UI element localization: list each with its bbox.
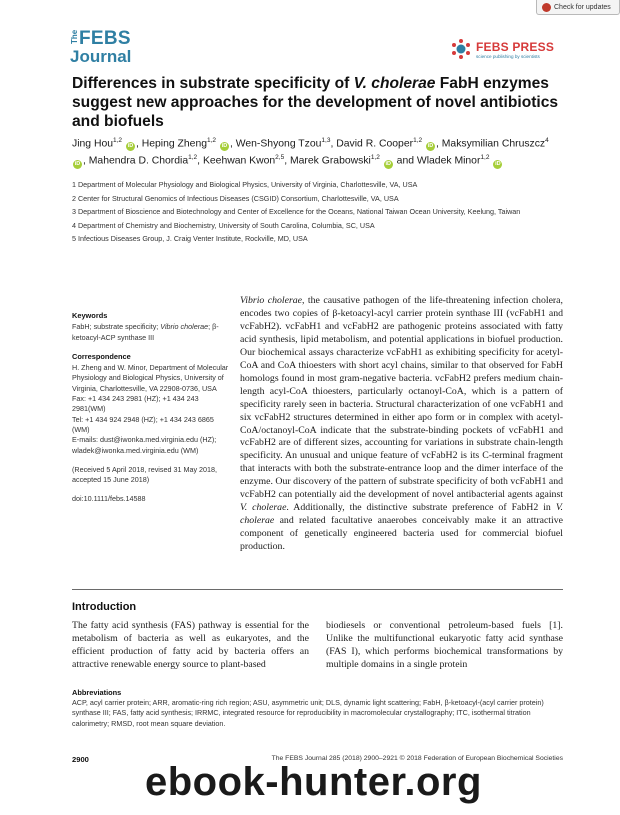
introduction-heading: Introduction — [72, 601, 137, 613]
check-for-updates-button[interactable] — [536, 0, 620, 15]
crossmark-icon — [542, 3, 551, 12]
author-affiliation-marker: 1,2 — [207, 137, 217, 144]
orcid-icon[interactable]: iD — [221, 143, 228, 150]
author-name: Wen-Shyong Tzou — [235, 138, 322, 150]
abstract-text: . Additionally, the distinctive substrate preference of FabH2 in — [286, 502, 556, 514]
correspondence-block — [72, 352, 232, 456]
keywords-block — [72, 311, 232, 343]
correspondence-fax: Fax: +1 434 243 2981 (HZ); +1 434 243 2981(WM) — [72, 394, 199, 414]
author-affiliation-marker: 1,2 — [413, 137, 423, 144]
logo-journal: Journal — [70, 47, 132, 66]
watermark-text: ebook-hunter.org — [145, 760, 482, 804]
abstract-italic-term: Vibrio cholerae — [240, 295, 303, 306]
author-name: Heping Zheng — [141, 138, 208, 150]
article-sidebar — [72, 311, 232, 514]
introduction-column-1: The fatty acid synthesis (FAS) pathway is essential for the metabolism of bacteria as well as eukaryotes, and the efficient production of fatty acid by bacteria offers an attractive renewable energy source to plant-based — [72, 620, 309, 670]
affiliation-item: 2 Center for Structural Genomics of Infectious Diseases (CSGID) Consortium, Charlottesville, VA, USA — [72, 193, 399, 203]
page-number: 2900 — [72, 755, 89, 764]
logo-the: The — [70, 29, 79, 44]
abstract-italic-term: V. cholerae — [240, 502, 287, 514]
author-name: Marek Grabowski — [290, 155, 371, 167]
febs-press-dots-icon — [450, 38, 472, 60]
abbreviations-text: ACP, acyl carrier protein; ARR, aromatic-ring rich region; ASU, asymmetric unit; DLS, dynamic light scattering; FabH, β-ketoacyl-(acyl carrier protein) synthase III; FAS, fatty acid synthesis; IRRMC, integrated resource for reproducibility in macromolecular crystallography; ITC, isothermal titration calorimetry; RMSD, root mean square deviation. — [72, 698, 544, 728]
author-name: Jing Hou — [72, 138, 114, 150]
abstract-text: , the causative pathogen of the life-threatening infection cholera, encodes two copies of β-ketoacyl-acyl carrier protein synthase III (vcFabH1 and vcFabH2). vcFabH1 and vcFabH2 are pathogenic proteins associated with fatty acid synthesis, lipid metabolism, and potential applications in biofuel production. Our biochemical assays characterize vcFabH1 as exhibiting specificity for acetyl-CoA and CoA thioesters with short acyl chains, similar to that observed for FabH homologs found in most gram-negative bacteria. vcFabH2 prefers medium chain-length acyl-CoA thioesters, particularly octanoyl-CoA, which is a pattern of specificity rarely seen in bacteria. Structural characterization of one vcFabH1 and six vcFabH2 structures determined in either apo form or in complex with acetyl-CoA/octanoyl-CoA indicate that the substrate-binding pockets of vcFabH1 and vcFabH2 are of different sizes, accounting for variations in substrate chain-length specificity. An unusual and unique feature of vcFabH2 is its C-terminal fragment that interacts with both the substrate-entrance loop and the dimer interface of the enzyme. Our discovery of the pattern of substrate specificity of both vcFabH1 and vcFabH2 can potentially aid the development of novel antibacterial agents against — [240, 295, 563, 501]
author-affiliation-marker: 1,2 — [480, 154, 490, 162]
abstract-italic-term: V. cholerae — [240, 502, 563, 527]
logo-febs: FEBS — [79, 28, 131, 49]
received-dates: (Received 5 April 2018, revised 31 May 2018, accepted 15 June 2018) — [72, 464, 218, 485]
febs-press-logo — [450, 38, 560, 64]
author-affiliation-marker: 1,2 — [370, 154, 380, 162]
febs-journal-logo — [70, 30, 140, 66]
affiliation-item: 5 Infectious Diseases Group, J. Craig Venter Institute, Rockville, MD, USA — [72, 234, 308, 243]
doi-link[interactable]: doi:10.1111/febs.14588 — [72, 494, 146, 504]
author-affiliation-marker: 1,3 — [321, 137, 331, 144]
orcid-icon[interactable]: iD — [385, 160, 392, 167]
press-name: FEBS PRESS — [476, 40, 555, 54]
affiliation-item: 1 Department of Molecular Physiology and Biological Physics, University of Virginia, Charlottesville, VA, USA — [72, 180, 418, 189]
author-list: Jing Hou$^{1,2}$ iD , Heping Zheng$^{1,2}$ iD , Wen-Shyong Tzou$^{1,3}$, David R. Cooper$^{1,2}$ iD , Maksymilian Chruszcz$^4$ iD , Mahendra D. Chordia$^{1,2}$, Keehwan Kwon$^{2,5}$, Marek Grabowski$^{1,2}$ iD and Wladek Minor$^{1,2}$ iD — [72, 137, 549, 167]
keywords-heading: Keywords — [72, 311, 108, 320]
author-affiliation-marker: 2,5 — [275, 154, 285, 162]
author-name: Maksymilian Chruszcz — [441, 138, 546, 150]
affiliation-item: 4 Department of Chemistry and Biochemistry, University of South Carolina, Columbia, SC, USA — [72, 220, 375, 230]
abstract-text: and related facultative anaerobes conceivably make it an attractive component of genetically engineered bacteria used for commercial biofuel production. — [240, 515, 563, 553]
affiliations — [72, 180, 552, 248]
author-name: Keehwan Kwon — [202, 155, 276, 167]
introduction-column-2: biodiesels or conventional petroleum-based fuels [1]. Unlike the multifunctional eukaryotic fatty acid synthase (FAS I), which performs biochemical transformations by multiple domains in a single protein — [326, 620, 563, 670]
section-divider — [72, 589, 563, 590]
author-affiliation-marker: 4 — [545, 137, 549, 144]
article-title: Differences in substrate specificity of V. cholerae FabH enzymes suggest new approaches for the development of novel antibiotics and biofuels — [72, 75, 559, 130]
author-affiliation-marker: 1,2 — [188, 154, 198, 162]
press-tagline: science publishing by scientists — [476, 54, 540, 59]
check-for-updates-label: Check for updates — [554, 3, 611, 11]
correspondence-tel: Tel: +1 434 924 2948 (HZ); +1 434 243 6865 (WM) — [72, 414, 214, 434]
correspondence-address: H. Zheng and W. Minor, Department of Molecular Physiology and Biological Physics, University of Virginia, Charlottesville, VA 22908-0736, USA — [72, 363, 229, 393]
keywords-text: FabH; substrate specificity; Vibrio cholerae; β-ketoacyl-ACP synthase III — [72, 322, 219, 342]
abbreviations-heading: Abbreviations — [72, 688, 122, 697]
orcid-icon[interactable]: iD — [495, 160, 501, 167]
affiliation-item: 3 Department of Bioscience and Biotechnology and Center of Excellence for the Oceans, National Taiwan Ocean University, Keelung, Taiwan — [72, 207, 521, 216]
footer-citation: The FEBS Journal 285 (2018) 2900–2921 © 2018 Federation of European Biochemical Societies — [271, 755, 563, 762]
orcid-icon[interactable]: iD — [74, 160, 81, 167]
abstract — [240, 295, 563, 554]
author-name: Wladek Minor — [416, 155, 481, 167]
orcid-icon[interactable]: iD — [127, 143, 134, 150]
orcid-icon[interactable]: iD — [427, 143, 434, 150]
author-name: Mahendra D. Chordia — [88, 155, 189, 167]
correspondence-emails: E-mails: dust@iwonka.med.virginia.edu (HZ); wladek@iwonka.med.virginia.edu (WM) — [72, 435, 217, 455]
author-affiliation-marker: 1,2 — [113, 137, 123, 144]
author-name: David R. Cooper — [336, 138, 414, 150]
correspondence-heading: Correspondence — [72, 351, 131, 361]
